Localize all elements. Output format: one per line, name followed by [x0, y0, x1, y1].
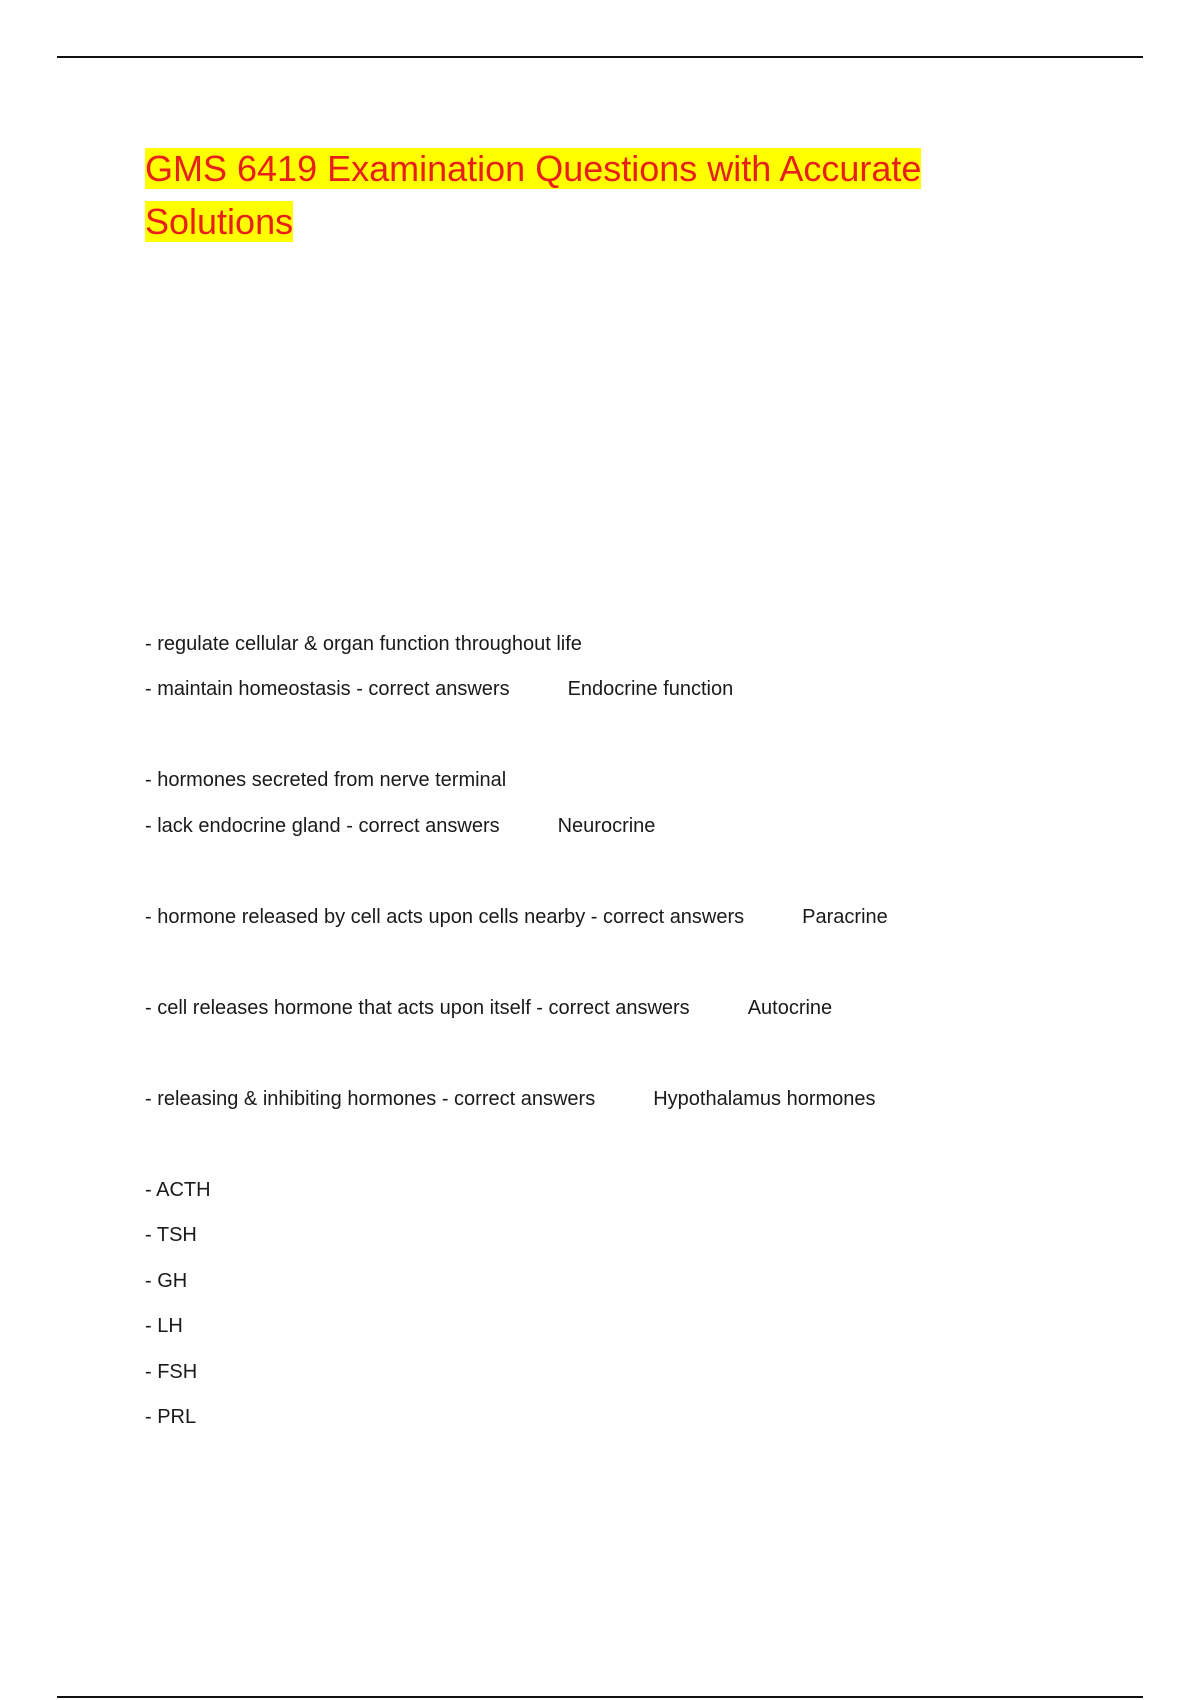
question-text: - hormone released by cell acts upon cells nearby - correct answers [145, 906, 745, 928]
qa-item-3-line-1 [145, 905, 888, 929]
qa-item-4-line-1 [145, 996, 832, 1020]
question-text: - hormones secreted from nerve terminal [145, 769, 507, 791]
question-text: - cell releases hormone that acts upon itself - correct answers [145, 997, 690, 1019]
answer-text: Endocrine function [567, 678, 734, 700]
question-text: - lack endocrine gland - correct answers [145, 815, 500, 837]
hormone-list-item: - FSH [145, 1361, 198, 1383]
footer-rule [57, 1696, 1143, 1698]
qa-item-5-line-1 [145, 1087, 876, 1111]
answer-text: Paracrine [802, 906, 888, 928]
hormone-list-item: - LH [145, 1315, 183, 1337]
document-title [145, 142, 1045, 248]
qa-item-1-line-1 [145, 632, 582, 656]
hormone-list-item: - PRL [145, 1406, 197, 1428]
hormone-list-item: - ACTH [145, 1179, 211, 1201]
answer-text: Neurocrine [557, 815, 656, 837]
question-text: - regulate cellular & organ function throughout life [145, 633, 582, 655]
answer-text: Hypothalamus hormones [653, 1088, 876, 1110]
answer-text: Autocrine [747, 997, 833, 1019]
qa-item-2-line-2 [145, 814, 655, 838]
qa-item-1-line-2 [145, 677, 733, 701]
question-text: - releasing & inhibiting hormones - correct answers [145, 1088, 596, 1110]
document-title-text: GMS 6419 Examination Questions with Accurate Solutions [145, 148, 922, 242]
qa-item-2-line-1 [145, 768, 506, 792]
hormone-list-item: - TSH [145, 1224, 197, 1246]
header-rule [57, 56, 1143, 58]
question-text: - maintain homeostasis - correct answers [145, 678, 510, 700]
hormone-list-item: - GH [145, 1270, 188, 1292]
